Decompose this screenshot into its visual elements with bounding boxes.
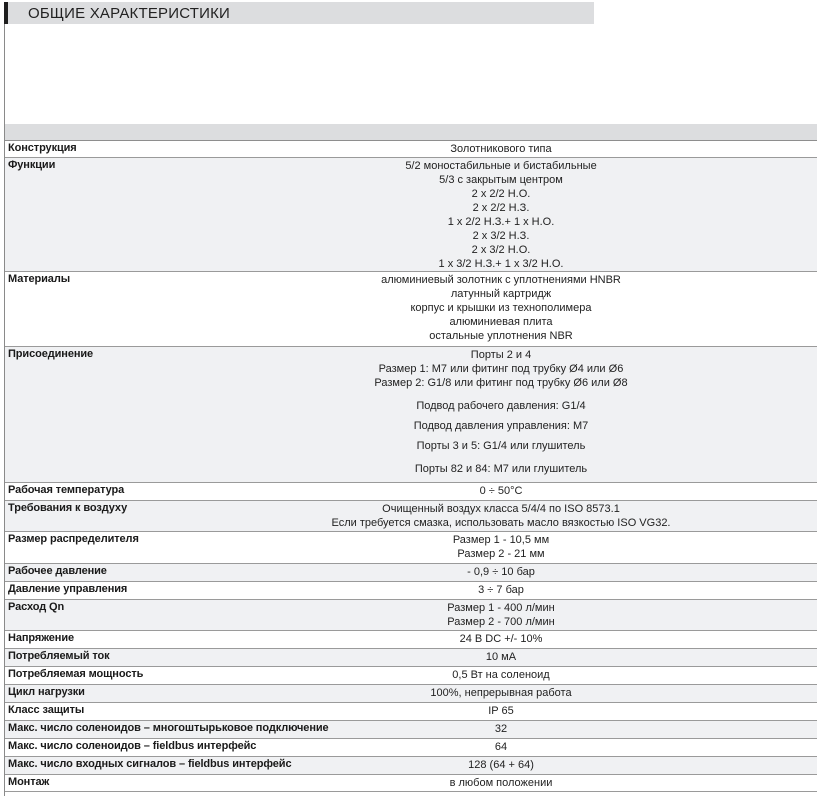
spec-label: Потребляемый ток [8,650,110,662]
spec-value-line: Подвод рабочего давления: G1/4 [416,400,586,412]
spec-label: Давление управления [8,583,128,595]
spec-value-line: 1 x 2/2 Н.З.+ 1 x Н.О. [447,216,555,228]
spec-value [185,668,817,682]
spec-row [5,272,817,347]
spec-value [185,758,817,772]
spec-row [5,564,817,582]
spec-value-line: 100%, непрерывная работа [430,687,572,699]
spec-value-line: 2 x 3/2 Н.О. [471,244,531,256]
spec-value-line: 64 [494,741,508,753]
spec-label: Класс защиты [8,704,85,716]
spec-value [185,650,817,664]
spec-row [5,703,817,721]
spec-label: Требования к воздуху [8,502,128,514]
spec-value-line: - 0,9 ÷ 10 бар [467,566,535,578]
spec-label: Конструкция [8,142,77,154]
spec-row [5,667,817,685]
spec-value-line: Размер 2 - 21 мм [457,548,545,560]
spec-label: Функции [8,159,56,171]
spec-value-line: Очищенный воздух класса 5/4/4 по ISO 8573.1 [382,503,620,515]
spec-row [5,582,817,600]
spec-value [185,704,817,718]
spec-value [185,686,817,700]
spec-value-line: алюминиевый золотник с уплотнениями HNBR [381,274,621,286]
spec-value-line: Размер 1 - 10,5 мм [452,534,550,546]
spec-value [185,502,817,530]
spec-row [5,721,817,739]
spec-row [5,757,817,775]
spec-value-line: 0 ÷ 50°C [479,485,523,497]
spec-value-line: 2 x 2/2 Н.О. [471,188,531,200]
spec-value-line: корпус и крышки из технополимера [410,302,592,314]
spec-value-line: Если требуется смазка, использовать масло вязкостью ISO VG32. [331,517,671,529]
spec-row [5,739,817,757]
header-accent-bar [4,2,8,24]
spec-label: Напряжение [8,632,74,644]
spec-value [185,632,817,646]
spec-value [185,601,817,629]
spec-label: Монтаж [8,776,50,788]
spec-value-line: 5/2 моностабильные и бистабильные [405,160,597,172]
spec-label: Рабочая температура [8,484,125,496]
spec-value-line: 10 мА [485,651,517,663]
spec-value-line: Порты 3 и 5: G1/4 или глушитель [416,440,586,452]
spec-value-line: Золотникового типа [450,143,552,155]
spec-value-line: Размер 1: M7 или фитинг под трубку Ø4 или Ø6 [378,363,624,375]
spec-value-line: в любом положении [449,777,553,789]
spec-label: Потребляемая мощность [8,668,144,680]
spec-label: Расход Qn [8,601,65,613]
spec-value [185,565,817,579]
spec-value [185,776,817,790]
spec-value [185,142,817,156]
spec-value-line: Порты 2 и 4 [470,349,532,361]
spec-label: Рабочее давление [8,565,107,577]
spec-value-line: алюминиевая плита [449,316,553,328]
spec-value-line: 3 ÷ 7 бар [478,584,524,596]
spec-row [5,775,817,792]
spec-value [185,533,817,561]
spec-value-line: 1 x 3/2 Н.З.+ 1 x 3/2 Н.О. [438,258,564,270]
spec-row [5,649,817,667]
spec-value-line: 24 В DC +/- 10% [459,633,543,645]
section-title: ОБЩИЕ ХАРАКТЕРИСТИКИ [28,5,231,22]
spec-value-line: 5/3 с закрытым центром [439,174,563,186]
spec-row [5,600,817,631]
spec-label: Макс. число соленоидов – многоштырьковое подключение [8,722,329,734]
spec-value-line: 32 [494,723,508,735]
spec-value-line: Подвод давления управления: M7 [413,420,589,432]
spec-label: Материалы [8,273,71,285]
spec-row [5,347,817,483]
spec-value-line: латунный картридж [450,288,552,300]
specifications-table [5,141,817,792]
spec-value [185,740,817,754]
spec-value-line: 2 x 3/2 Н.З. [472,230,530,242]
spec-label: Размер распределителя [8,533,139,545]
spec-row [5,158,817,272]
spec-label: Макс. число входных сигналов – fieldbus интерфейс [8,758,292,770]
spec-value [185,583,817,597]
spec-label: Цикл нагрузки [8,686,85,698]
spec-value-line: Размер 1 - 400 л/мин [447,602,555,614]
spec-value-line: 128 (64 + 64) [468,759,534,771]
spec-value [185,159,817,271]
spec-value [185,273,817,343]
spec-row [5,631,817,649]
spec-value [185,348,817,476]
spec-row [5,141,817,158]
section-header [4,2,594,24]
spec-value-line: 0,5 Вт на соленоид [452,669,550,681]
spec-value-line: Порты 82 и 84: M7 или глушитель [414,463,588,475]
spec-value-line: 2 x 2/2 Н.З. [472,202,530,214]
spec-label: Присоединение [8,348,94,360]
spec-value [185,484,817,498]
spec-value-line: IP 65 [488,705,514,717]
spec-row [5,501,817,532]
spec-row [5,685,817,703]
spec-label: Макс. число соленоидов – fieldbus интерфейс [8,740,257,752]
spec-value-line: Размер 2 - 700 л/мин [447,616,555,628]
spec-row [5,532,817,564]
spec-value-line: Размер 2: G1/8 или фитинг под трубку Ø6 или Ø8 [374,377,628,389]
spec-value [185,722,817,736]
spec-row [5,483,817,501]
spec-value-line: остальные уплотнения NBR [429,330,573,342]
table-header-band [5,124,817,141]
